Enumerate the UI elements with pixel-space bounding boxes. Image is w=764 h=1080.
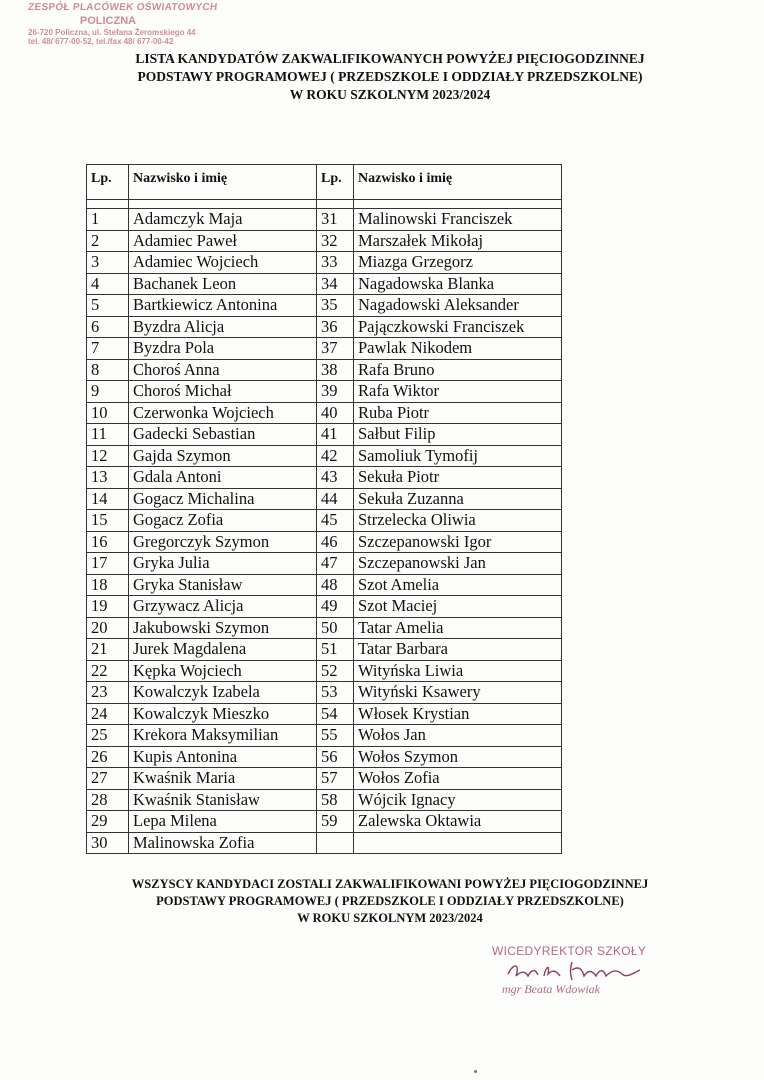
row-number-left: 10 (87, 402, 129, 424)
candidate-name-left: Grzywacz Alicja (129, 596, 317, 618)
header-lp-right: Lp. (317, 165, 354, 200)
candidate-name-right: Ruba Piotr (354, 402, 562, 424)
row-number-left: 3 (87, 252, 129, 274)
table-row (87, 273, 562, 295)
row-number-right (317, 832, 354, 854)
table-row (87, 617, 562, 639)
candidate-name-right: Szot Maciej (354, 596, 562, 618)
table-header-row (87, 165, 562, 200)
table-row (87, 703, 562, 725)
candidate-name-right: Nagadowska Blanka (354, 273, 562, 295)
row-number-right: 43 (317, 467, 354, 489)
table-row (87, 402, 562, 424)
candidate-name-right: Pawlak Nikodem (354, 338, 562, 360)
candidate-name-right: Wołos Jan (354, 725, 562, 747)
table-row (87, 639, 562, 661)
candidate-name-right: Sekuła Zuzanna (354, 488, 562, 510)
row-number-right: 36 (317, 316, 354, 338)
candidate-name-left: Gajda Szymon (129, 445, 317, 467)
table-row (87, 510, 562, 532)
row-number-left: 30 (87, 832, 129, 854)
candidate-name-right: Włosek Krystian (354, 703, 562, 725)
candidate-name-left: Jakubowski Szymon (129, 617, 317, 639)
candidate-name-left: Kwaśnik Stanisław (129, 789, 317, 811)
row-number-right: 39 (317, 381, 354, 403)
row-number-left: 5 (87, 295, 129, 317)
candidate-name-left: Gregorczyk Szymon (129, 531, 317, 553)
candidate-name-right: Sałbut Filip (354, 424, 562, 446)
row-number-right: 44 (317, 488, 354, 510)
table-row (87, 359, 562, 381)
row-number-left: 11 (87, 424, 129, 446)
document-title (60, 50, 720, 104)
row-number-right: 51 (317, 639, 354, 661)
footer-line-2: PODSTAWY PROGRAMOWEJ ( PRZEDSZKOLE I ODDZIAŁY PRZEDSZKOLNE) (156, 894, 624, 908)
candidate-name-right: Samoliuk Tymofij (354, 445, 562, 467)
row-number-left: 8 (87, 359, 129, 381)
table-row (87, 209, 562, 231)
candidate-name-left: Kupis Antonina (129, 746, 317, 768)
table-body (87, 200, 562, 854)
candidate-name-right: Wójcik Ignacy (354, 789, 562, 811)
candidate-name-right: Szot Amelia (354, 574, 562, 596)
candidate-name-left: Adamiec Paweł (129, 230, 317, 252)
candidate-name-right: Wityńska Liwia (354, 660, 562, 682)
row-number-right: 31 (317, 209, 354, 231)
title-line-2: PODSTAWY PROGRAMOWEJ ( PRZEDSZKOLE I ODDZIAŁY PRZEDSZKOLNE) (137, 69, 643, 84)
row-number-right: 38 (317, 359, 354, 381)
row-number-left: 25 (87, 725, 129, 747)
candidate-name-right: Wityński Ksawery (354, 682, 562, 704)
row-number-left: 9 (87, 381, 129, 403)
candidate-name-left: Byzdra Alicja (129, 316, 317, 338)
candidate-name-left: Bartkiewicz Antonina (129, 295, 317, 317)
candidate-name-left: Jurek Magdalena (129, 639, 317, 661)
header-name-left: Nazwisko i imię (129, 165, 317, 200)
table-row (87, 467, 562, 489)
candidate-name-right: Wołos Szymon (354, 746, 562, 768)
candidate-name-left: Adamczyk Maja (129, 209, 317, 231)
table-row (87, 381, 562, 403)
candidate-name-left: Adamiec Wojciech (129, 252, 317, 274)
candidate-name-right: Nagadowski Aleksander (354, 295, 562, 317)
closing-statement (60, 876, 720, 927)
candidate-name-left: Kowalczyk Mieszko (129, 703, 317, 725)
candidate-name-left: Bachanek Leon (129, 273, 317, 295)
row-number-right: 49 (317, 596, 354, 618)
candidate-name-left: Gogacz Michalina (129, 488, 317, 510)
candidate-name-left: Choroś Michał (129, 381, 317, 403)
footer-line-3: W ROKU SZKOLNYM 2023/2024 (297, 911, 483, 925)
row-number-left: 13 (87, 467, 129, 489)
signature-name: mgr Beata Wdowiak (502, 982, 600, 996)
row-number-right: 52 (317, 660, 354, 682)
row-number-right: 45 (317, 510, 354, 532)
row-number-right: 40 (317, 402, 354, 424)
row-number-left: 7 (87, 338, 129, 360)
row-number-right: 54 (317, 703, 354, 725)
row-number-right: 46 (317, 531, 354, 553)
table-row (87, 424, 562, 446)
candidate-name-right: Malinowski Franciszek (354, 209, 562, 231)
table-row (87, 596, 562, 618)
row-number-left: 20 (87, 617, 129, 639)
row-number-left: 18 (87, 574, 129, 596)
table-row (87, 230, 562, 252)
header-lp-left: Lp. (87, 165, 129, 200)
row-number-right: 58 (317, 789, 354, 811)
row-number-right: 48 (317, 574, 354, 596)
candidate-name-left: Krekora Maksymilian (129, 725, 317, 747)
candidate-name-left: Gadecki Sebastian (129, 424, 317, 446)
scan-speck (474, 1070, 477, 1073)
table-row (87, 295, 562, 317)
signature-role: WICEDYREKTOR SZKOŁY (492, 944, 647, 958)
candidate-name-left: Gogacz Zofia (129, 510, 317, 532)
row-number-right: 33 (317, 252, 354, 274)
row-number-left: 29 (87, 811, 129, 833)
table-row (87, 789, 562, 811)
row-number-left: 14 (87, 488, 129, 510)
candidate-name-right: Szczepanowski Igor (354, 531, 562, 553)
row-number-left: 24 (87, 703, 129, 725)
row-number-right: 59 (317, 811, 354, 833)
row-number-right: 34 (317, 273, 354, 295)
candidate-name-right: Miazga Grzegorz (354, 252, 562, 274)
signature-stamp (492, 944, 652, 997)
candidate-name-left: Kowalczyk Izabela (129, 682, 317, 704)
row-number-left: 22 (87, 660, 129, 682)
table-row (87, 725, 562, 747)
candidate-name-left: Gryka Julia (129, 553, 317, 575)
row-number-left: 26 (87, 746, 129, 768)
row-number-right: 53 (317, 682, 354, 704)
candidate-name-right: Rafa Wiktor (354, 381, 562, 403)
candidate-name-right: Tatar Amelia (354, 617, 562, 639)
table-row (87, 682, 562, 704)
candidate-name-left: Malinowska Zofia (129, 832, 317, 854)
table-row (87, 811, 562, 833)
row-number-left: 19 (87, 596, 129, 618)
footer-line-1: WSZYSCY KANDYDACI ZOSTALI ZAKWALIFIKOWANI POWYŻEJ PIĘCIOGODZINNEJ (131, 877, 649, 891)
table-row (87, 338, 562, 360)
row-number-left: 16 (87, 531, 129, 553)
row-number-right: 50 (317, 617, 354, 639)
title-line-3: W ROKU SZKOLNYM 2023/2024 (289, 87, 491, 102)
row-number-left: 2 (87, 230, 129, 252)
candidate-name-right (354, 832, 562, 854)
row-number-left: 23 (87, 682, 129, 704)
table-row (87, 445, 562, 467)
school-stamp (28, 2, 228, 47)
handwritten-signature (500, 958, 650, 982)
stamp-line-1: ZESPÓŁ PLACÓWEK OŚWIATOWYCH (27, 2, 219, 13)
stamp-line-4: tel. 48/ 677-00-52, tel./fax 48/ 677-00-42 (28, 37, 174, 47)
row-number-right: 57 (317, 768, 354, 790)
header-name-right: Nazwisko i imię (354, 165, 562, 200)
table-row (87, 832, 562, 854)
candidate-name-right: Rafa Bruno (354, 359, 562, 381)
row-number-right: 42 (317, 445, 354, 467)
table-row (87, 316, 562, 338)
table-row (87, 660, 562, 682)
row-number-left: 12 (87, 445, 129, 467)
row-number-left: 15 (87, 510, 129, 532)
row-number-right: 37 (317, 338, 354, 360)
candidate-name-left: Kwaśnik Maria (129, 768, 317, 790)
table-row (87, 768, 562, 790)
row-number-left: 27 (87, 768, 129, 790)
candidate-name-left: Gdala Antoni (129, 467, 317, 489)
row-number-right: 32 (317, 230, 354, 252)
candidate-name-left: Gryka Stanisław (129, 574, 317, 596)
candidate-name-left: Choroś Anna (129, 359, 317, 381)
row-number-left: 21 (87, 639, 129, 661)
row-number-right: 35 (317, 295, 354, 317)
table-row (87, 746, 562, 768)
candidate-name-right: Marszałek Mikołaj (354, 230, 562, 252)
stamp-line-2: POLICZNA (79, 14, 137, 27)
table-row (87, 574, 562, 596)
row-number-left: 1 (87, 209, 129, 231)
candidates-table (86, 164, 562, 854)
table-row (87, 488, 562, 510)
candidate-name-right: Sekuła Piotr (354, 467, 562, 489)
candidate-name-right: Strzelecka Oliwia (354, 510, 562, 532)
candidate-name-right: Wołos Zofia (354, 768, 562, 790)
candidate-name-left: Lepa Milena (129, 811, 317, 833)
row-number-right: 47 (317, 553, 354, 575)
row-number-right: 41 (317, 424, 354, 446)
row-number-left: 17 (87, 553, 129, 575)
row-number-left: 6 (87, 316, 129, 338)
candidate-name-left: Byzdra Pola (129, 338, 317, 360)
candidate-name-right: Pajączkowski Franciszek (354, 316, 562, 338)
candidate-name-right: Tatar Barbara (354, 639, 562, 661)
table-row (87, 553, 562, 575)
title-line-1: LISTA KANDYDATÓW ZAKWALIFIKOWANYCH POWYŻEJ PIĘCIOGODZINNEJ (135, 51, 645, 66)
row-number-right: 56 (317, 746, 354, 768)
stamp-line-3: 26-720 Policzna, ul. Stefana Żeromskiego 44 (28, 28, 196, 38)
candidate-name-right: Zalewska Oktawia (354, 811, 562, 833)
row-number-left: 28 (87, 789, 129, 811)
row-number-left: 4 (87, 273, 129, 295)
candidate-name-left: Czerwonka Wojciech (129, 402, 317, 424)
table-spacer-row (87, 200, 562, 209)
candidate-name-left: Kępka Wojciech (129, 660, 317, 682)
table-row (87, 531, 562, 553)
candidate-name-right: Szczepanowski Jan (354, 553, 562, 575)
row-number-right: 55 (317, 725, 354, 747)
table-row (87, 252, 562, 274)
